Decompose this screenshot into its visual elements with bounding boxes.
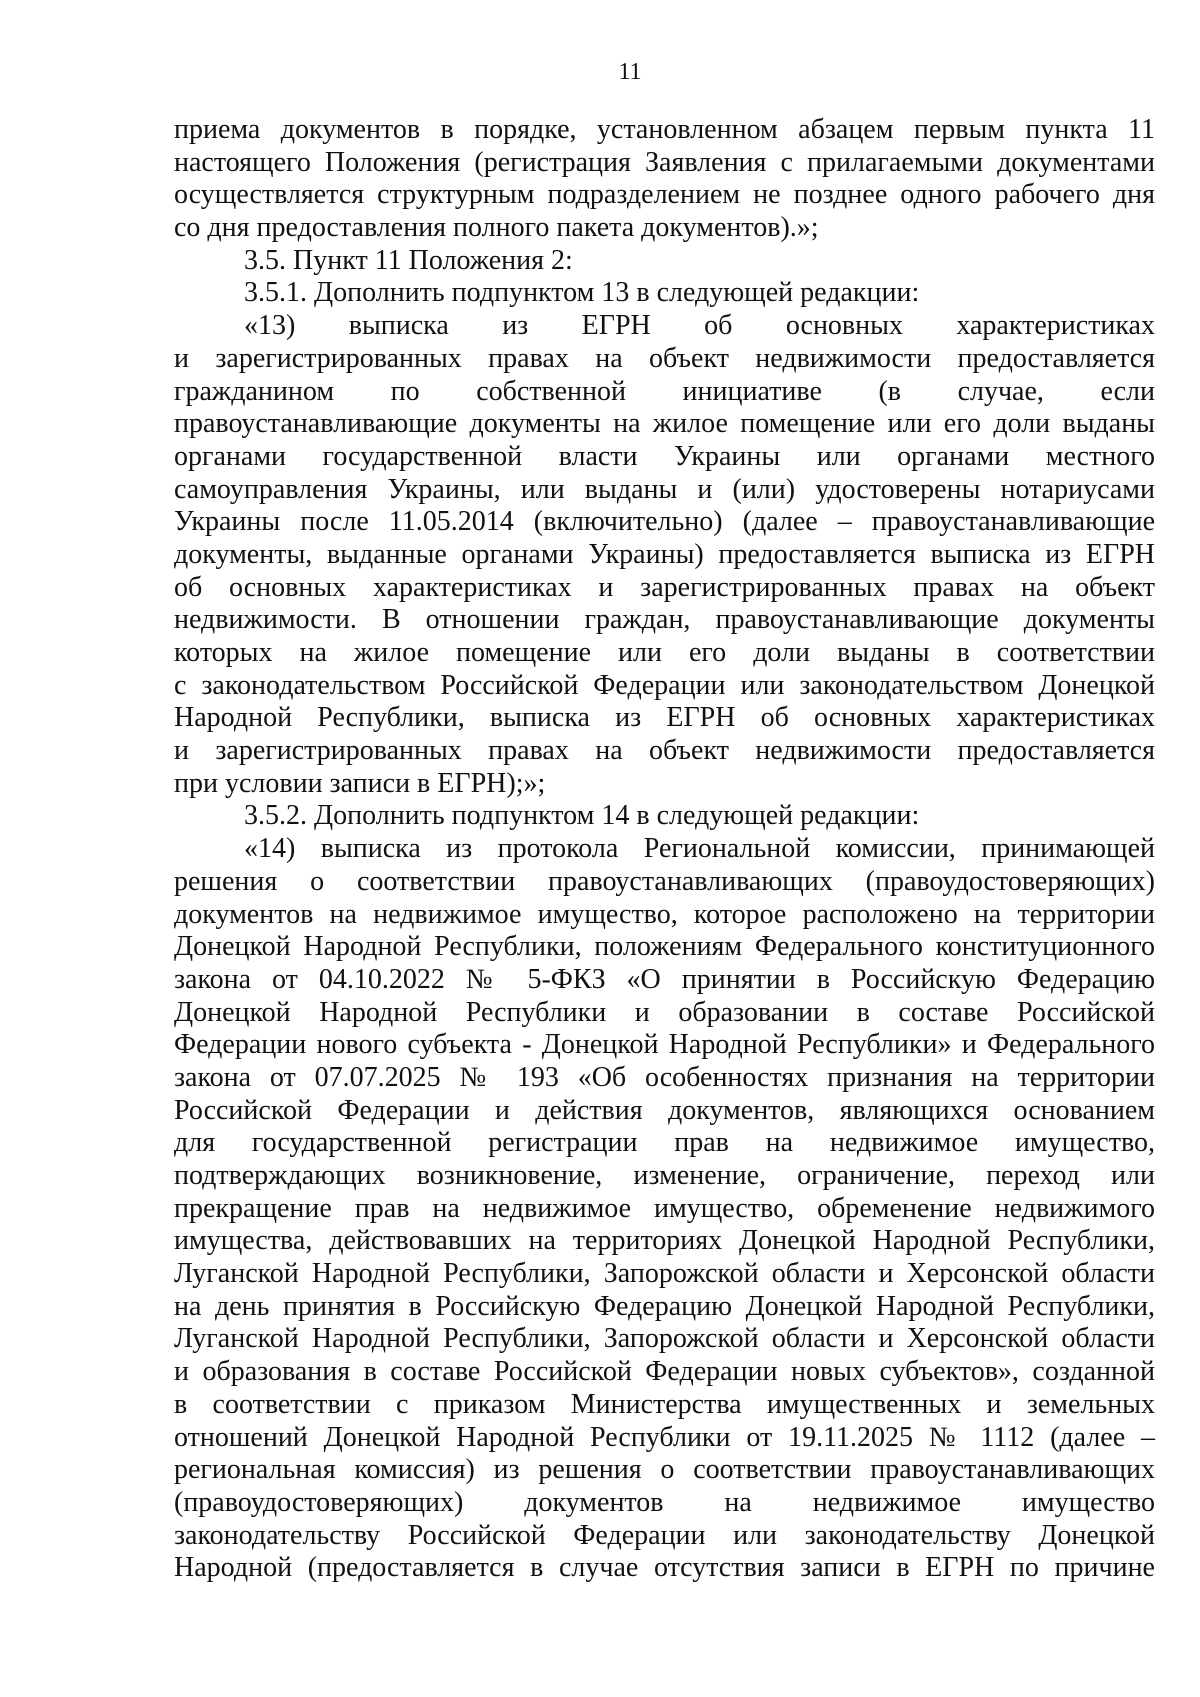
text-line: об основных характеристиках и зарегистрированных правах на объект bbox=[174, 571, 1155, 603]
text-line: гражданином по собственной инициативе (в случае, если bbox=[174, 375, 1155, 407]
text-line: документов на недвижимое имущество, которое расположено на территории bbox=[174, 898, 1155, 930]
text-line: 3.5.1. Дополнить подпунктом 13 в следующей редакции: bbox=[244, 277, 920, 309]
text-line: 3.5.2. Дополнить подпунктом 14 в следующей редакции: bbox=[244, 800, 920, 832]
text-line: имущества, действовавших на территориях Донецкой Народной Республики, bbox=[174, 1225, 1155, 1257]
text-line: отношений Донецкой Народной Республики от 19.11.2025 № 1112 (далее – bbox=[174, 1421, 1155, 1453]
text-line: (правоудостоверяющих) документов на недвижимое имущество bbox=[174, 1486, 1155, 1518]
text-line: на день принятия в Российскую Федерацию Донецкой Народной Республики, bbox=[174, 1290, 1155, 1322]
text-line: подтверждающих возникновение, изменение, ограничение, переход или bbox=[174, 1160, 1155, 1191]
text-line: Донецкой Народной Республики, положениям Федерального конституционного bbox=[174, 931, 1155, 963]
text-line: 3.5. Пункт 11 Положения 2: bbox=[244, 244, 573, 276]
text-line: Народной (предоставляется в случае отсутствия записи в ЕГРН по причине bbox=[174, 1552, 1155, 1584]
text-line: Украины после 11.05.2014 (включительно) (далее – правоустанавливающие bbox=[174, 506, 1155, 538]
text-line: органами государственной власти Украины или органами местного bbox=[174, 440, 1155, 472]
text-line: осуществляется структурным подразделением не позднее одного рабочего дня bbox=[174, 179, 1155, 211]
text-line: решения о соответствии правоустанавливающих (правоудостоверяющих) bbox=[174, 865, 1155, 897]
text-line: и зарегистрированных правах на объект недвижимости предоставляется bbox=[174, 735, 1155, 767]
text-line: закона от 04.10.2022 № 5-ФКЗ «О принятии в Российскую Федерацию bbox=[174, 963, 1155, 995]
page-number: 11 bbox=[618, 59, 642, 85]
text-line: и зарегистрированных правах на объект недвижимости предоставляется bbox=[174, 342, 1155, 374]
text-line: со дня предоставления полного пакета документов).»; bbox=[174, 212, 819, 244]
document-body bbox=[174, 114, 1155, 1585]
text-line: приема документов в порядке, установленном абзацем первым пункта 11 bbox=[174, 114, 1155, 145]
text-line: для государственной регистрации прав на недвижимое имущество, bbox=[174, 1127, 1155, 1159]
text-line: Луганской Народной Республики, Запорожской области и Херсонской области bbox=[174, 1258, 1155, 1290]
text-line: правоустанавливающие документы на жилое помещение или его доли выданы bbox=[174, 408, 1155, 440]
text-line: законодательству Российской Федерации или законодательству Донецкой bbox=[174, 1519, 1155, 1551]
text-line: «13) выписка из ЕГРН об основных характеристиках bbox=[244, 310, 1155, 342]
text-line: Российской Федерации и действия документов, являющихся основанием bbox=[174, 1094, 1155, 1126]
text-line: региональная комиссия) из решения о соответствии правоустанавливающих bbox=[174, 1454, 1155, 1486]
text-line: при условии записи в ЕГРН);»; bbox=[174, 767, 546, 799]
text-line: прекращение прав на недвижимое имущество, обременение недвижимого bbox=[174, 1192, 1155, 1224]
text-line: с законодательством Российской Федерации или законодательством Донецкой bbox=[174, 669, 1155, 701]
text-line: настоящего Положения (регистрация Заявления с прилагаемыми документами bbox=[174, 146, 1155, 178]
text-line: и образования в составе Российской Федерации новых субъектов», созданной bbox=[174, 1356, 1155, 1388]
text-line: самоуправления Украины, или выданы и (или) удостоверены нотариусами bbox=[174, 473, 1155, 505]
text-line: «14) выписка из протокола Региональной комиссии, принимающей bbox=[244, 833, 1155, 865]
text-line: Народной Республики, выписка из ЕГРН об основных характеристиках bbox=[174, 702, 1155, 734]
text-line: которых на жилое помещение или его доли выданы в соответствии bbox=[174, 637, 1155, 668]
text-line: документы, выданные органами Украины) предоставляется выписка из ЕГРН bbox=[174, 538, 1155, 570]
text-line: недвижимости. В отношении граждан, правоустанавливающие документы bbox=[174, 604, 1155, 636]
text-line: закона от 07.07.2025 № 193 «Об особенностях признания на территории bbox=[174, 1061, 1155, 1093]
text-line: Луганской Народной Республики, Запорожской области и Херсонской области bbox=[174, 1323, 1155, 1355]
text-line: Донецкой Народной Республики и образовании в составе Российской bbox=[174, 996, 1155, 1028]
text-line: Федерации нового субъекта - Донецкой Народной Республики» и Федерального bbox=[174, 1029, 1155, 1061]
text-line: в соответствии с приказом Министерства имущественных и земельных bbox=[174, 1388, 1155, 1420]
